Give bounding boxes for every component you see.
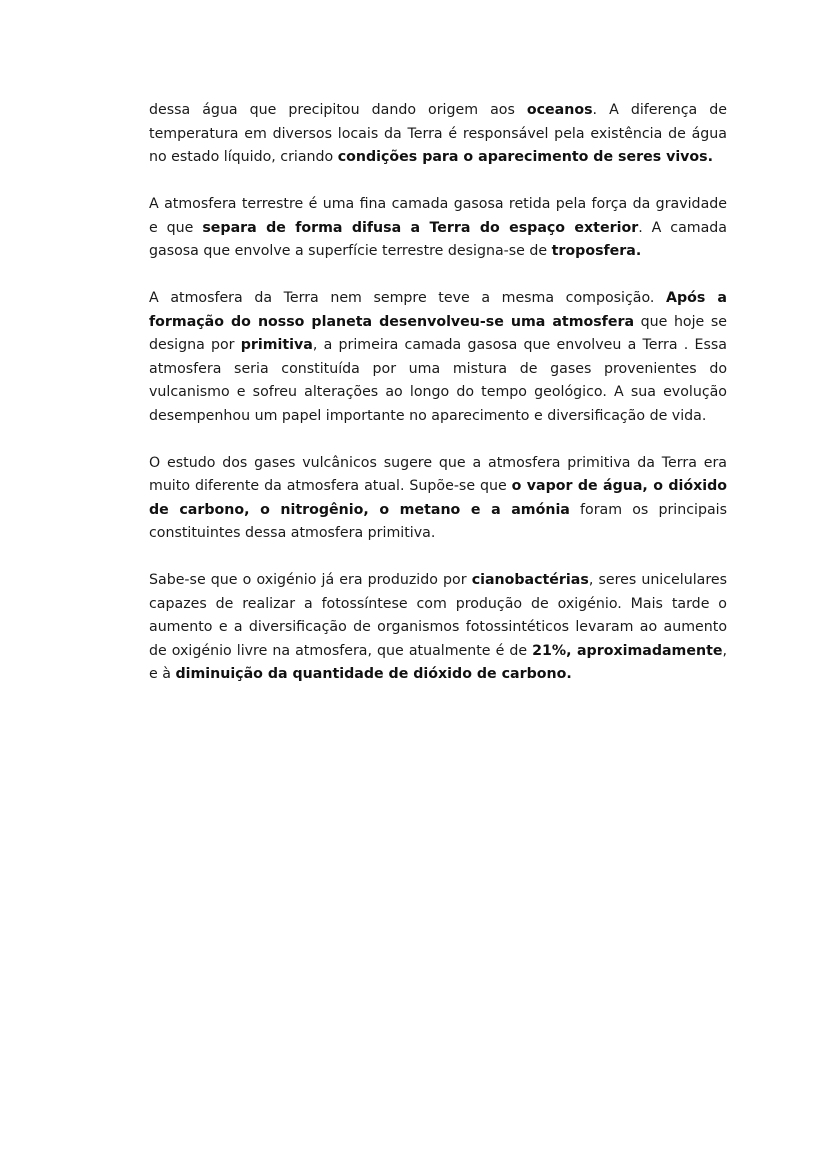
bold-run: oceanos — [526, 102, 593, 118]
bold-run: o vapor de água, o dióxido de carbono, o nitrogênio, o metano e a amónia — [149, 478, 727, 518]
text-run: A atmosfera da Terra nem sempre teve a mesma composição. — [149, 290, 667, 306]
paragraph-oceans — [149, 99, 727, 170]
bold-run: primitiva — [240, 337, 313, 353]
bold-run: Após a formação do nosso planeta desenvolveu-se uma atmosfera — [149, 290, 727, 330]
paragraph-volcanic-gases — [149, 452, 727, 546]
text-run: que hoje se designa por — [149, 313, 727, 353]
paragraph-atmosphere — [149, 193, 727, 264]
bold-run: separa de forma difusa a Terra do espaço exterior — [202, 219, 639, 236]
text-run: . A diferença de temperatura em diversos locais da Terra é responsável pela existência de água no estado líquido, criando — [149, 102, 727, 165]
text-run: dessa água que precipitou dando origem aos — [149, 102, 527, 118]
bold-run: troposfera. — [551, 243, 642, 259]
text-run: . A camada gasosa que envolve a superfície terrestre designa-se de — [149, 219, 728, 259]
text-run: Sabe-se que o oxigénio já era produzido por — [149, 572, 472, 588]
paragraph-primitive-atmosphere — [149, 287, 727, 428]
text-run: , a primeira camada gasosa que envolveu a Terra . Essa atmosfera seria constituída por uma mistura de gases provenientes do vulcanismo e sofreu alterações ao longo do tempo geológico. A sua evolução desempenhou um papel importante no aparecimento e diversificação de vida. — [149, 337, 727, 424]
text-run: , seres unicelulares capazes de realizar a fotossíntese com produção de oxigénio. Mais tarde o aumento e a diversificação de organismos fotossintéticos levaram ao aumento de oxigénio livre na atmosfera, que atualmente é de — [149, 572, 727, 659]
text-run: A atmosfera terrestre é uma fina camada gasosa retida pela força da gravidade e que — [149, 196, 727, 236]
text-run: foram os principais constituintes dessa atmosfera primitiva. — [149, 501, 727, 541]
bold-run: condições para o aparecimento de seres vivos. — [337, 149, 714, 165]
bold-run: 21%, aproximadamente — [532, 642, 723, 659]
bold-run: diminuição da quantidade de dióxido de carbono. — [175, 666, 572, 682]
document-body — [149, 99, 727, 710]
text-run: , e à — [149, 642, 727, 682]
paragraph-oxygen — [149, 569, 727, 687]
bold-run: cianobactérias — [471, 572, 589, 588]
text-run: O estudo dos gases vulcânicos sugere que a atmosfera primitiva da Terra era muito diferente da atmosfera atual. Supõe-se que — [149, 454, 727, 494]
